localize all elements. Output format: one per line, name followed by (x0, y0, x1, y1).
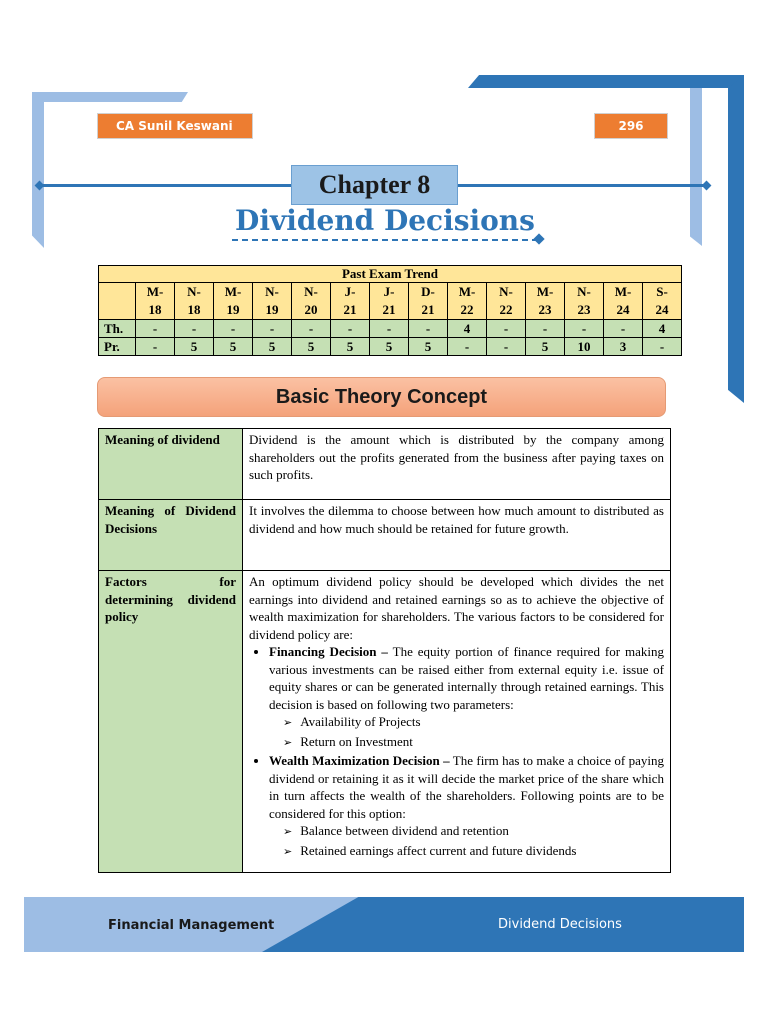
trend-session-header (643, 283, 682, 320)
concept-term: Factors for determining dividend policy (99, 571, 243, 873)
concept-table (98, 428, 671, 873)
trend-session-header (526, 283, 565, 320)
trend-value-cell: 5 (253, 338, 292, 356)
session-year: 22 (499, 302, 513, 317)
concept-term: Meaning of dividend (99, 429, 243, 500)
factor-title: Financing Decision – (269, 644, 388, 659)
trend-value-cell: - (136, 320, 175, 338)
footer-chapter: Dividend Decisions (498, 917, 622, 932)
trend-corner-cell (99, 283, 136, 320)
session-month: D- (421, 284, 435, 299)
trend-value-cell: - (175, 320, 214, 338)
trend-value-cell: - (136, 338, 175, 356)
parameter-list (269, 713, 664, 752)
session-year: 21 (382, 302, 396, 317)
trend-row-label: Pr. (99, 338, 136, 356)
trend-value-cell: - (487, 320, 526, 338)
session-year: 18 (187, 302, 201, 317)
frame-decoration-right (728, 75, 744, 403)
trend-value-cell: - (604, 320, 643, 338)
session-month: N- (304, 284, 318, 299)
trend-value-cell: 5 (292, 338, 331, 356)
trend-session-header (292, 283, 331, 320)
list-item (269, 643, 664, 752)
chapter-label: Chapter 8 (291, 165, 458, 205)
parameter-list (269, 822, 664, 861)
page-number: 296 (594, 113, 668, 139)
trend-value-cell: - (370, 320, 409, 338)
session-year: 19 (265, 302, 279, 317)
trend-value-cell: - (214, 320, 253, 338)
trend-session-header (565, 283, 604, 320)
trend-value-cell: 3 (604, 338, 643, 356)
factor-list (249, 643, 664, 861)
trend-session-header (409, 283, 448, 320)
trend-session-header (448, 283, 487, 320)
trend-value-cell: - (253, 320, 292, 338)
session-month: S- (656, 284, 668, 299)
trend-session-header (487, 283, 526, 320)
table-row (99, 571, 671, 873)
divider-end-marker (702, 181, 712, 191)
list-item (269, 752, 664, 861)
trend-table-caption: Past Exam Trend (99, 266, 682, 283)
trend-session-header (253, 283, 292, 320)
title-underline (232, 239, 538, 241)
session-month: M- (536, 284, 554, 299)
session-month: M- (458, 284, 476, 299)
trend-value-cell: 5 (331, 338, 370, 356)
session-year: 23 (577, 302, 591, 317)
trend-value-cell: 5 (526, 338, 565, 356)
trend-value-cell: 10 (565, 338, 604, 356)
trend-value-cell: 4 (448, 320, 487, 338)
trend-value-cell: - (292, 320, 331, 338)
trend-session-header (370, 283, 409, 320)
session-year: 24 (616, 302, 630, 317)
author-badge: CA Sunil Keswani (97, 113, 253, 139)
session-year: 21 (343, 302, 357, 317)
list-item: ➢ Retained earnings affect current and future dividends (303, 842, 664, 862)
concept-description: Dividend is the amount which is distributed by the company among shareholders out the profits generated from the business after paying taxes on such profits. (243, 429, 671, 500)
session-year: 20 (304, 302, 318, 317)
table-row (99, 500, 671, 571)
concept-description: It involves the dilemma to choose between how much amount to distributed as dividend and how much should be retained for future growth. (243, 500, 671, 571)
trend-value-cell: - (448, 338, 487, 356)
list-item: ➢ Return on Investment (303, 733, 664, 753)
session-month: J- (383, 284, 395, 299)
session-month: M- (146, 284, 164, 299)
footer-subject: Financial Management (108, 918, 275, 933)
table-row (99, 429, 671, 500)
past-exam-trend-table (98, 265, 682, 356)
chapter-title: Dividend Decisions (235, 204, 535, 237)
trend-session-header (331, 283, 370, 320)
list-item: ➢ Balance between dividend and retention (303, 822, 664, 842)
trend-value-cell: - (565, 320, 604, 338)
factor-title: Wealth Maximization Decision – (269, 753, 450, 768)
factor-text: The firm has to make a choice of paying dividend or retaining it as it will decide the market price of the share which in turn affects the wealth of the shareholders. Following points are to be considered for this option: (269, 753, 664, 821)
trend-value-cell: - (643, 338, 682, 356)
frame-decoration-top-left (32, 92, 188, 102)
session-month: N- (187, 284, 201, 299)
session-year: 22 (460, 302, 474, 317)
trend-value-cell: 5 (370, 338, 409, 356)
trend-session-header (175, 283, 214, 320)
trend-session-header (214, 283, 253, 320)
trend-value-cell: 4 (643, 320, 682, 338)
session-year: 24 (655, 302, 669, 317)
concept-term: Meaning of Dividend Decisions (99, 500, 243, 571)
session-month: J- (344, 284, 356, 299)
factor-text: The equity portion of finance required for making various investments can be raised either from external equity i.e. issue of equity shares or can be generated internally through retained earnings. This decision is based on following two parameters: (269, 644, 664, 712)
trend-value-cell: - (526, 320, 565, 338)
factors-intro: An optimum dividend policy should be developed which divides the net earnings into dividend and retained earnings so as to achieve the objective of wealth maximization for shareholders. The various factors to be considered for dividend policy are: (249, 574, 664, 642)
frame-decoration-left (32, 92, 44, 248)
session-year: 19 (226, 302, 240, 317)
trend-value-cell: - (487, 338, 526, 356)
trend-value-cell: 5 (175, 338, 214, 356)
list-item: ➢ Availability of Projects (303, 713, 664, 733)
trend-session-header (604, 283, 643, 320)
session-month: N- (499, 284, 513, 299)
trend-row-label: Th. (99, 320, 136, 338)
session-month: N- (577, 284, 591, 299)
concept-description (243, 571, 671, 873)
trend-value-cell: - (331, 320, 370, 338)
frame-decoration-top-right (468, 75, 744, 88)
trend-value-cell: 5 (409, 338, 448, 356)
section-banner: Basic Theory Concept (97, 377, 666, 417)
frame-decoration-inner-right (690, 88, 702, 246)
session-year: 23 (538, 302, 552, 317)
trend-value-cell: 5 (214, 338, 253, 356)
session-month: N- (265, 284, 279, 299)
trend-session-header (136, 283, 175, 320)
trend-value-cell: - (409, 320, 448, 338)
session-month: M- (224, 284, 242, 299)
session-year: 21 (421, 302, 435, 317)
session-year: 18 (148, 302, 162, 317)
session-month: M- (614, 284, 632, 299)
